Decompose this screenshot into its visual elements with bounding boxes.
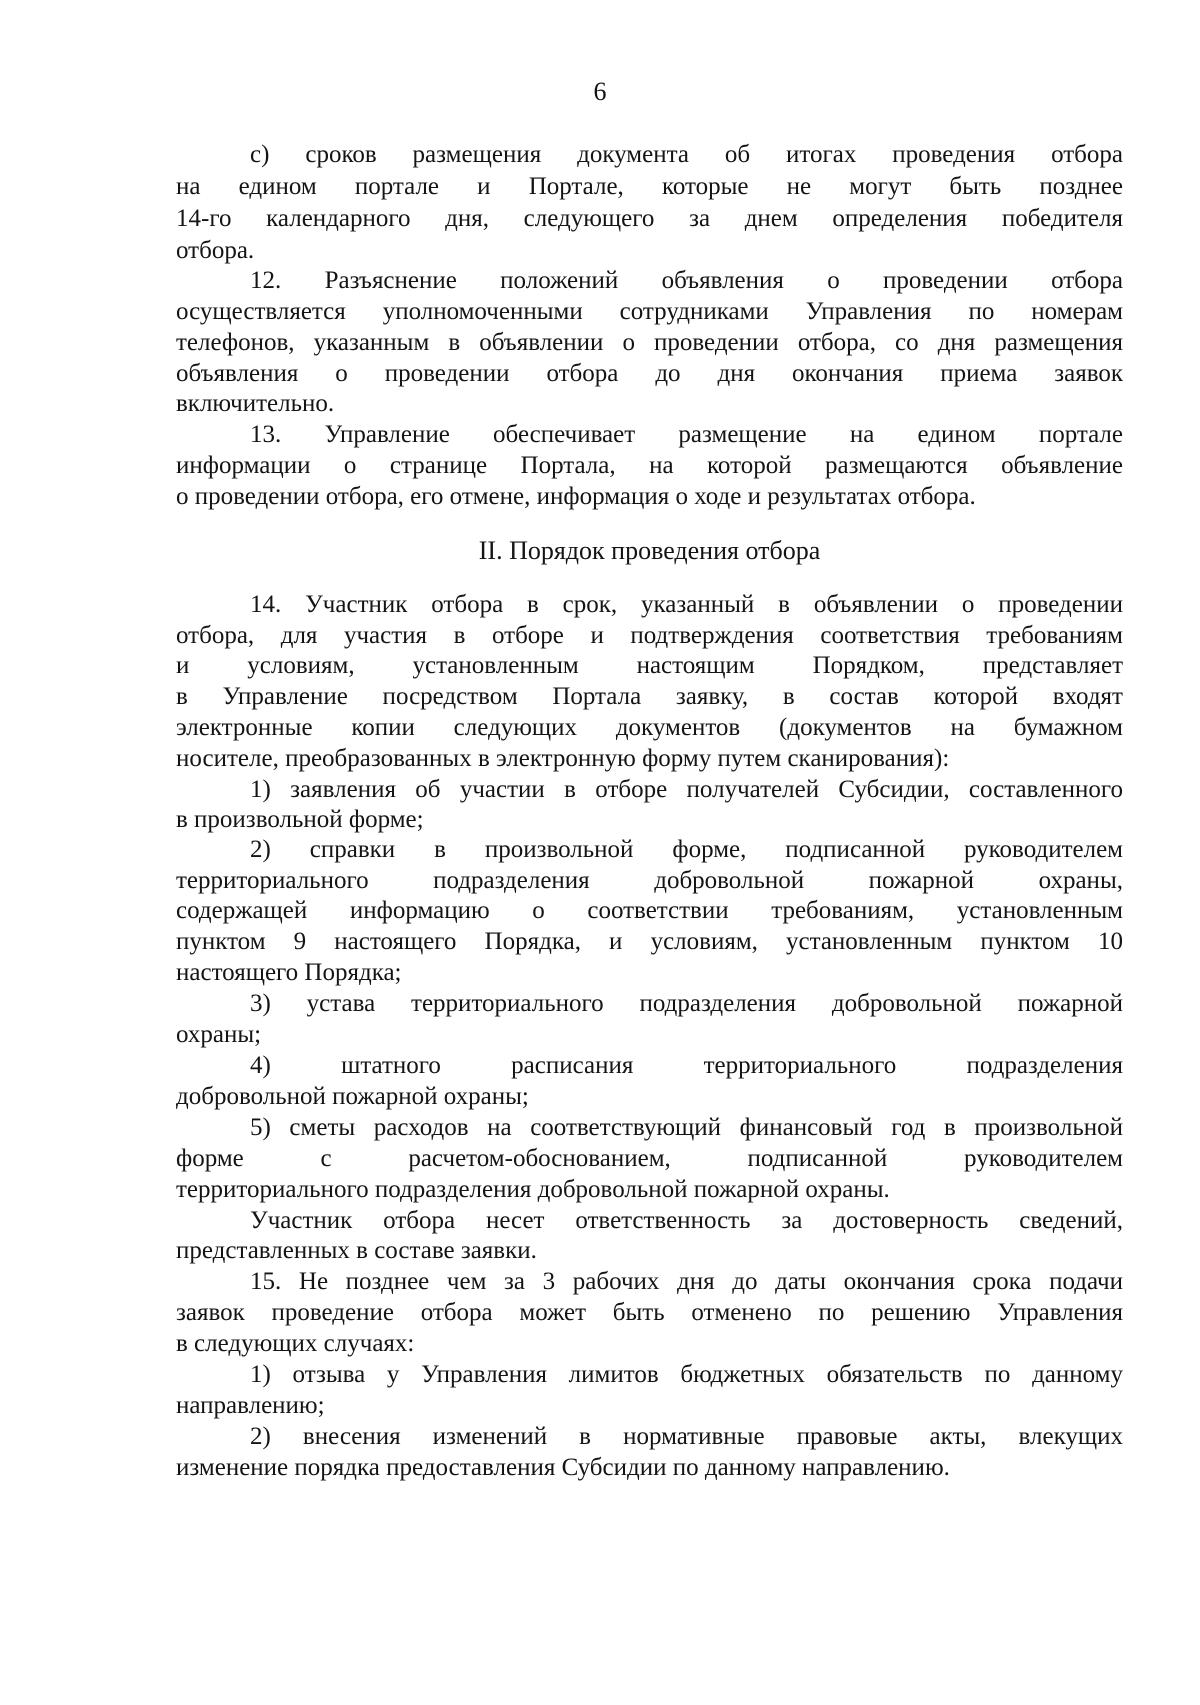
text-line: и условиям, установленным настоящим Порядком, представляет (176, 652, 1123, 679)
text-line: в произвольной форме; (176, 806, 424, 833)
text-line: телефонов, указанным в объявлении о проведении отбора, со дня размещения (176, 329, 1123, 356)
text-line: 2) внесения изменений в нормативные правовые акты, влекущих (250, 1423, 1123, 1450)
text-line: охраны; (176, 1021, 262, 1048)
text-line: 5) сметы расходов на соответствующий финансовый год в произвольной (250, 1114, 1123, 1141)
text-line: носителе, преобразованных в электронную форму путем сканирования): (176, 745, 950, 772)
text-line: осуществляется уполномоченными сотрудниками Управления по номерам (176, 298, 1123, 325)
text-line: отбора. (176, 237, 255, 264)
text-line: включительно. (176, 390, 335, 417)
text-line: о проведении отбора, его отмене, информация о ходе и результатах отбора. (176, 483, 976, 510)
text-line: содержащей информацию о соответствии требованиям, установленным (176, 897, 1123, 924)
text-line: 3) устава территориального подразделения добровольной пожарной (250, 990, 1123, 1017)
text-line: форме с расчетом-обоснованием, подписанной руководителем (176, 1145, 1123, 1172)
text-line: электронные копии следующих документов (документов на бумажном (176, 714, 1123, 741)
text-line: Участник отбора несет ответственность за достоверность сведений, (250, 1207, 1123, 1234)
text-line: 15. Не позднее чем за 3 рабочих дня до даты окончания срока подачи (250, 1268, 1123, 1295)
section-heading: II. Порядок проведения отбора (478, 536, 821, 565)
text-line: изменение порядка предоставления Субсидии по данному направлению. (176, 1454, 950, 1481)
text-line: в следующих случаях: (176, 1330, 415, 1357)
text-line: отбора, для участия в отборе и подтверждения соответствия требованиям (176, 622, 1123, 649)
text-line: с) сроков размещения документа об итогах проведения отбора (250, 141, 1123, 168)
text-line: территориального подразделения добровольной пожарной охраны. (176, 1176, 890, 1203)
text-line: направлению; (176, 1392, 325, 1419)
text-line: территориального подразделения добровольной пожарной охраны, (176, 867, 1123, 894)
text-line: представленных в составе заявки. (176, 1237, 537, 1264)
text-line: 14-го календарного дня, следующего за днем определения победителя (176, 205, 1123, 232)
text-line: настоящего Порядка; (176, 959, 402, 986)
text-line: 12. Разъяснение положений объявления о проведении отбора (250, 267, 1123, 294)
text-line: заявок проведение отбора может быть отменено по решению Управления (176, 1299, 1123, 1326)
text-line: 4) штатного расписания территориального подразделения (250, 1052, 1123, 1079)
text-line: 13. Управление обеспечивает размещение на едином портале (250, 421, 1123, 448)
text-line: 1) заявления об участии в отборе получателей Субсидии, составленного (250, 776, 1123, 803)
text-line: на едином порталe и Портале, которые не могут быть позднее (176, 173, 1123, 200)
text-line: объявления о проведении отбора до дня окончания приема заявок (176, 360, 1123, 387)
page-number: 6 (593, 77, 607, 106)
text-line: пунктом 9 настоящего Порядка, и условиям, установленным пунктом 10 (176, 928, 1123, 955)
text-line: 1) отзыва у Управления лимитов бюджетных обязательств по данному (250, 1361, 1123, 1388)
text-line: 14. Участник отбора в срок, указанный в объявлении о проведении (250, 591, 1123, 618)
text-line: в Управление посредством Портала заявку, в состав которой входят (176, 683, 1123, 710)
text-line: информации о странице Портала, на которой размещаются объявление (176, 452, 1123, 479)
text-line: добровольной пожарной охраны; (176, 1083, 529, 1110)
text-line: 2) справки в произвольной форме, подписанной руководителем (250, 836, 1123, 863)
